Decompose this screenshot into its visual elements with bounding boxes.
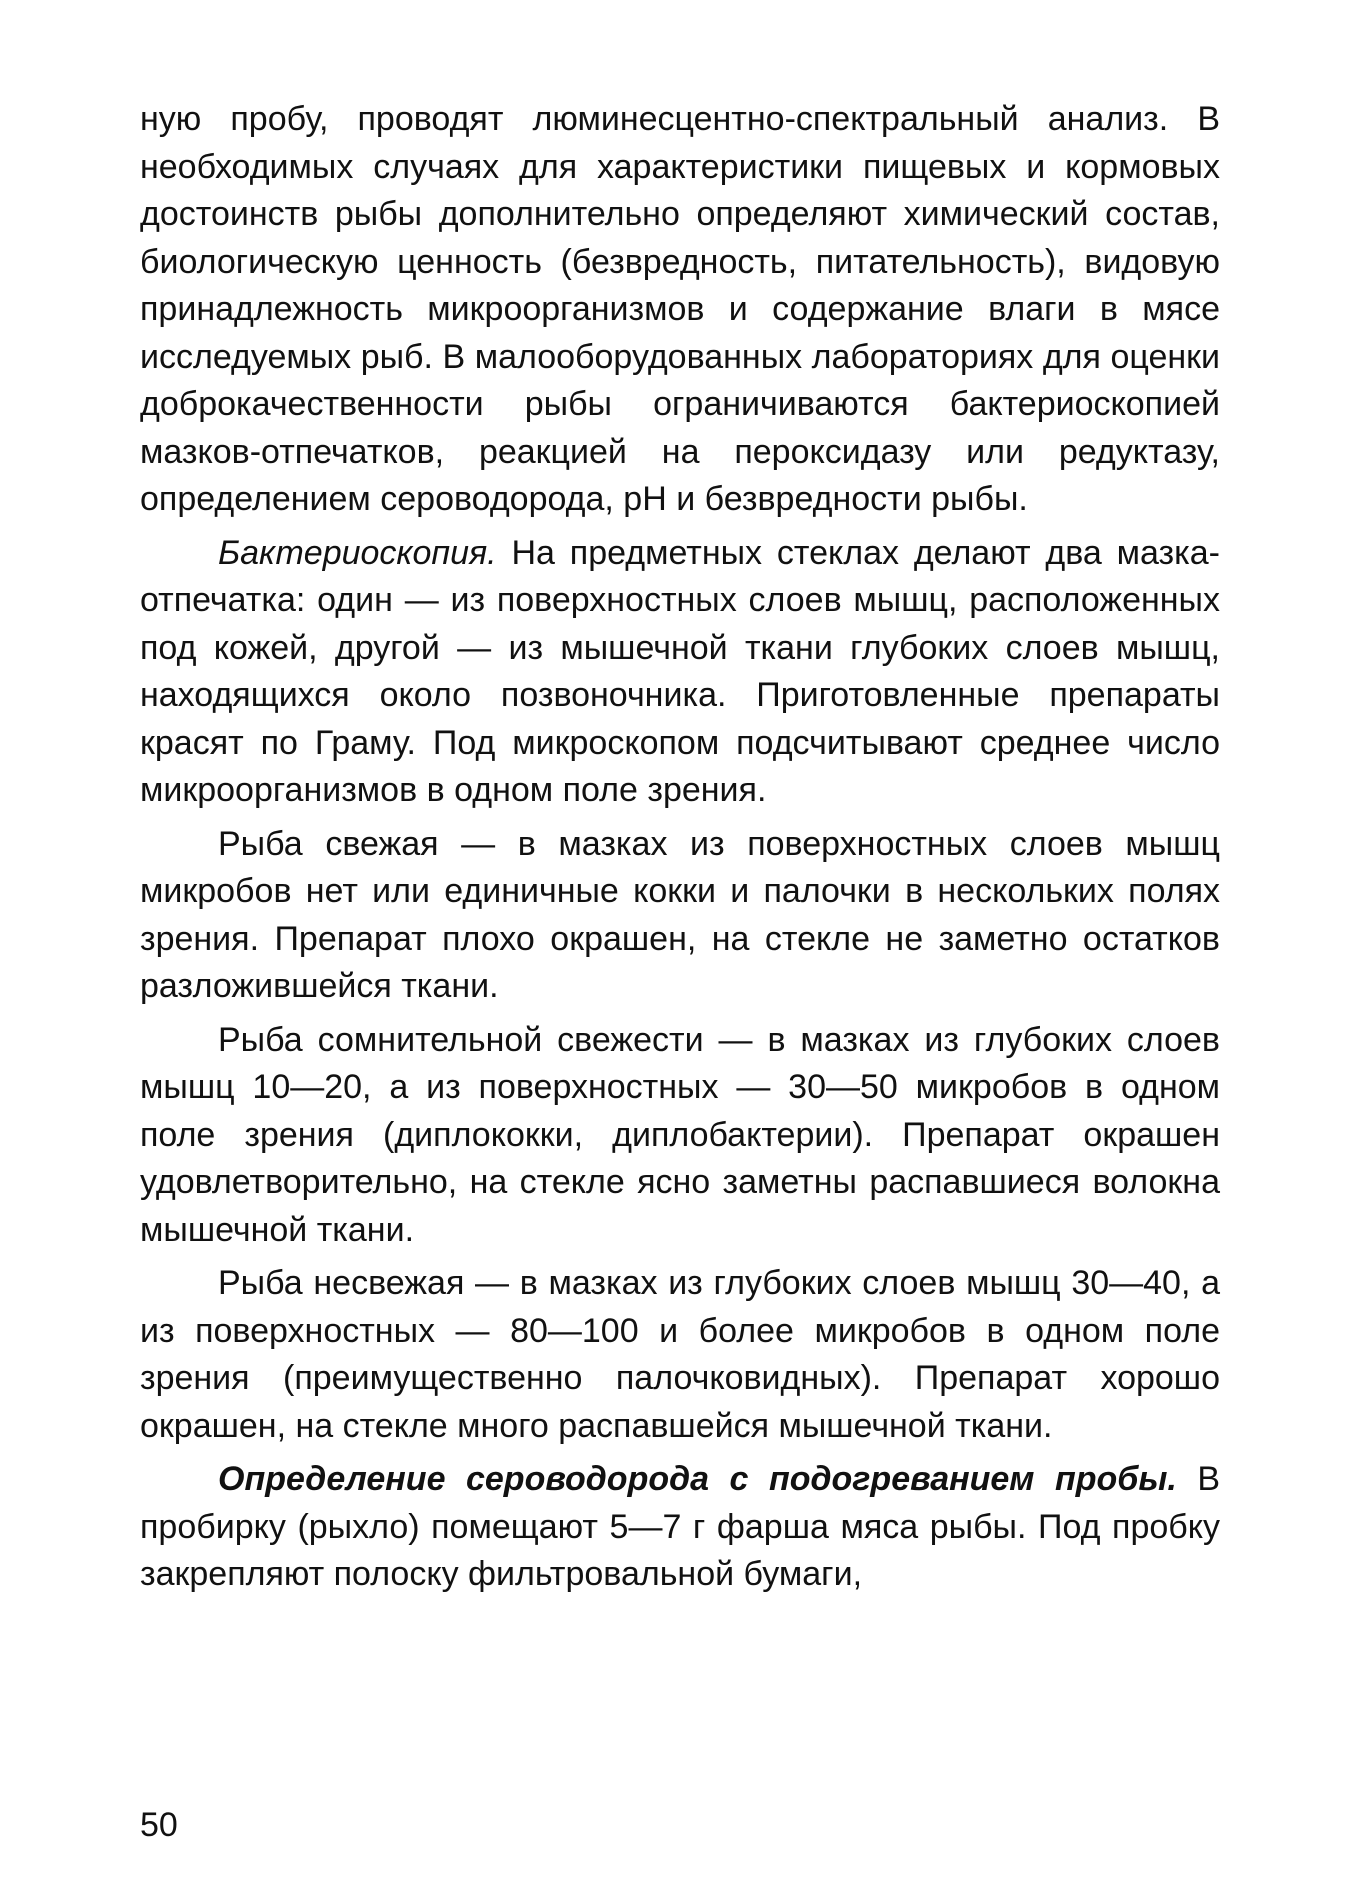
paragraph-hydrogen-sulfide xyxy=(140,1456,1220,1599)
paragraph-text: Рыба свежая — в мазках из поверхностных слоев мышц микробов нет или единичные кокки и палочки в нескольких полях зрения. Препарат плохо окрашен, на стекле не заметно остатков разложившейся ткани. xyxy=(140,824,1220,1005)
paragraph-bacterioscopy xyxy=(140,530,1220,815)
paragraph-text: Рыба несвежая — в мазках из глубоких слоев мышц 30—40, а из поверхностных — 80—100 и более микробов в одном поле зрения (преимущественно палочковидных). Препарат хорошо окрашен, на стекле много распавшейся мышечной ткани. xyxy=(140,1264,1220,1445)
section-heading: Бактериоскопия. xyxy=(218,533,497,572)
paragraph-text: ную пробу, проводят люминесцентно-спектральный анализ. В необходимых случаях для характеристики пищевых и кормовых достоинств рыбы дополнительно определяют химический состав, биологическую ценность (безвредность, питательность), видовую принадлежность микроорганизмов и содержание влаги в мясе исследуемых рыб. В малооборудованных лабораториях для оценки доброкачественности рыбы ограничиваются бактериоскопией мазков-отпечатков, реакцией на пероксидазу или редуктазу, определением сероводорода, pH и безвредности рыбы. xyxy=(140,100,1220,518)
paragraph-text: Рыба сомнительной свежести — в мазках из глубоких слоев мышц 10—20, а из поверхностных — 30—50 микробов в одном поле зрения (диплококки, диплобактерии). Препарат окрашен удовлетворительно, на стекле ясно заметны распавшиеся волокна мышечной ткани. xyxy=(140,1020,1220,1249)
paragraph-fresh-fish xyxy=(140,821,1220,1011)
page-number: 50 xyxy=(140,1806,178,1844)
paragraph-intro xyxy=(140,96,1220,524)
paragraph-stale-fish xyxy=(140,1260,1220,1450)
paragraph-doubtful-fish xyxy=(140,1017,1220,1255)
paragraph-text: В пробирку (рыхло) помещают 5—7 г фарша мяса рыбы. Под пробку закрепляют полоску фильтровальной бумаги, xyxy=(140,1460,1220,1593)
paragraph-text: На предметных стеклах делают два мазка-отпечатка: один — из поверхностных слоев мышц, расположенных под кожей, другой — из мышечной ткани глубоких слоев мышц, находящихся около позвоночника. Приготовленные препараты красят по Граму. Под микроскопом подсчитывают среднее число микроорганизмов в одном поле зрения. xyxy=(140,533,1220,809)
page-body xyxy=(140,96,1220,1599)
section-heading: Определение сероводорода с подогреванием пробы. xyxy=(218,1460,1177,1498)
